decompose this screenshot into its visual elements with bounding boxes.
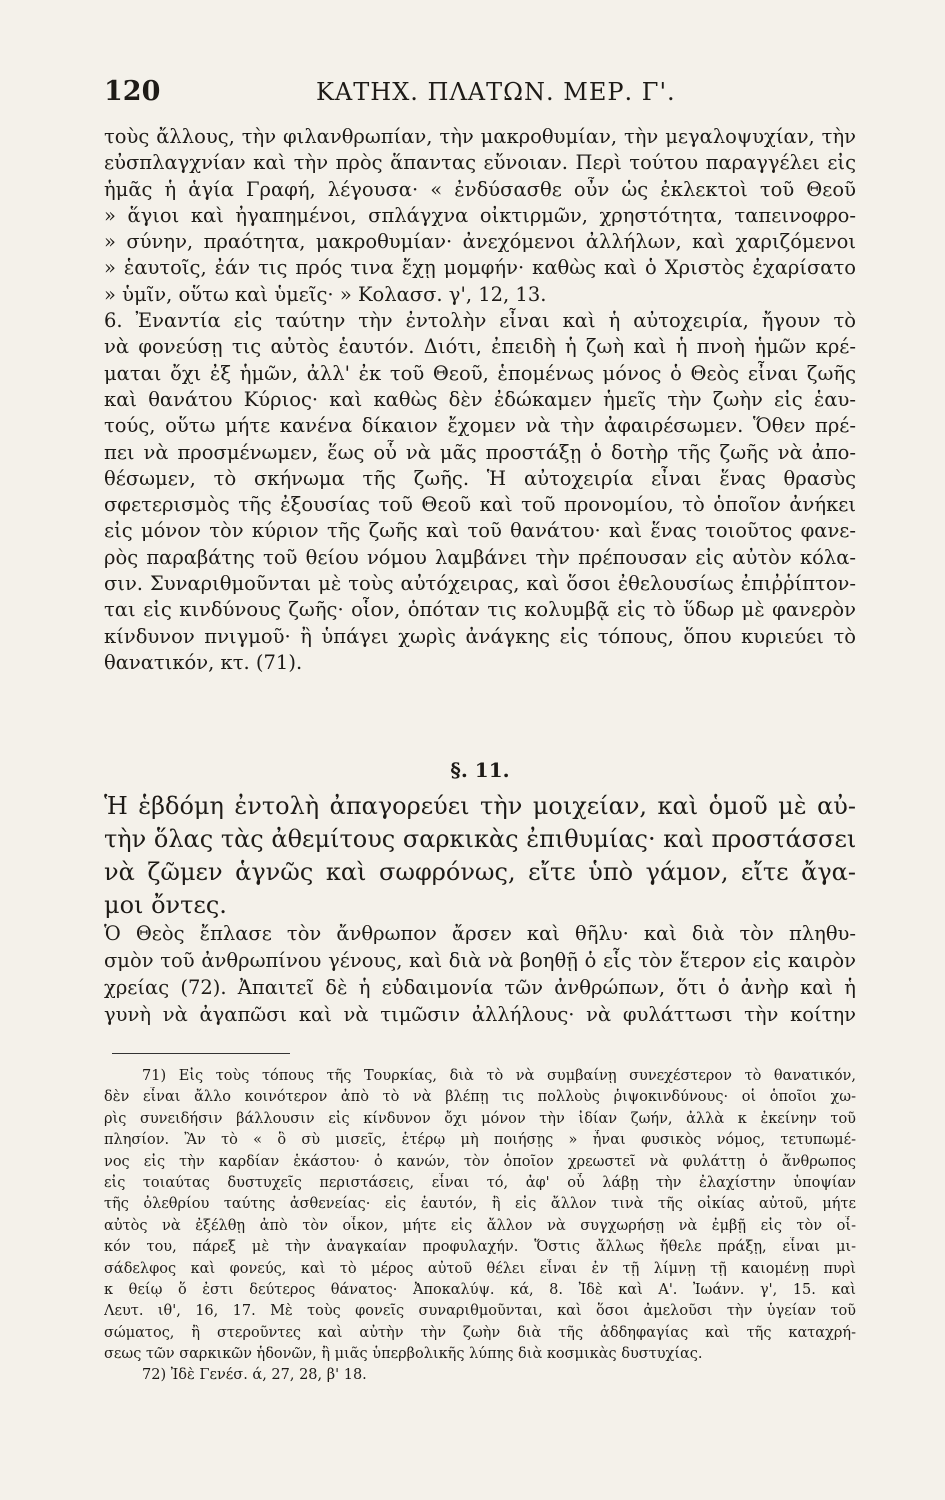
summary-line: νὰ ζῶμεν ἁγνῶς καὶ σωφρόνως, εἴτε ὑπὸ γάμον, εἴτε ἄγα- <box>104 858 856 886</box>
text-line: » ἅγιοι καὶ ἠγαπημένοι, σπλάγχνα οἰκτιρμῶν, χρηστότητα, ταπεινοφρο- <box>104 203 856 227</box>
text-line: σμὸν τοῦ ἀνθρωπίνου γένους, καὶ διὰ νὰ βοηθῇ ὁ εἷς τὸν ἕτερον εἰς καιρὸν <box>104 949 856 972</box>
text-line: σιν. Συναριθμοῦνται μὲ τοὺς αὐτόχειρας, καὶ ὅσοι ἐθελουσίως ἐπιῤῥίπτον- <box>104 572 856 596</box>
text-line: εὐσπλαγχνίαν καὶ τὴν πρὸς ἅπαντας εὔνοιαν. Περὶ τούτου παραγγέλει εἰς <box>104 151 856 175</box>
body-text <box>104 124 856 676</box>
body-text-continued <box>104 920 856 1028</box>
running-title: ΚΑΤΗΧ. ΠΛΑΤΩΝ. ΜΕΡ. Γ'. <box>316 78 676 106</box>
text-line: ἡμᾶς ἡ ἁγία Γραφή, λέγουσα· « ἐνδύσασθε οὖν ὡς ἐκλεκτοὶ τοῦ Θεοῦ <box>104 177 856 201</box>
text-line: τοὺς ἄλλους, τὴν φιλανθρωπίαν, τὴν μακροθυμίαν, τὴν μεγαλοψυχίαν, τὴν <box>104 125 856 148</box>
text-line: ρὸς παραβάτης τοῦ θείου νόμου λαμβάνει τὴν πρέπουσαν εἰς αὐτὸν κόλα- <box>104 545 856 569</box>
footnote-line: κ θείῳ ὅ ἐστι δεύτερος θάνατος· Ἀποκαλύψ. κά, 8. Ἰδὲ καὶ Α'. Ἰωάνν. γ', 15. καὶ <box>104 1281 856 1298</box>
text-line: θανατικόν, κτ. (71). <box>104 650 303 674</box>
summary-line: Ἡ ἑβδόμη ἐντολὴ ἀπαγορεύει τὴν μοιχείαν, καὶ ὁμοῦ μὲ αὐ- <box>104 792 856 820</box>
text-line: θέσωμεν, τὸ σκήνωμα τῆς ζωῆς. Ἡ αὐτοχειρία εἶναι ἕνας θρασὺς <box>104 466 856 490</box>
text-line: γυνὴ νὰ ἀγαπῶσι καὶ νὰ τιμῶσιν ἀλλήλους· νὰ φυλάττωσι τὴν κοίτην <box>104 1003 856 1026</box>
text-line: » σύνην, πραότητα, μακροθυμίαν· ἀνεχόμενοι ἀλλήλων, καὶ χαριζόμενοι <box>104 230 856 254</box>
footnote-line: δὲν εἶναι ἄλλο κοινότερον ἀπὸ τὸ νὰ βλέπῃ τις πολλοὺς ῥιψοκινδύνους· οἱ ὁποῖοι χω- <box>104 1089 856 1106</box>
commandment-summary <box>104 790 856 922</box>
footnote-line: σεως τῶν σαρκικῶν ἡδονῶν, ἢ μιᾶς ὑπερβολικῆς λύπης διὰ κοσμικὰς δυστυχίας. <box>104 1346 703 1363</box>
text-line: τούς, οὕτω μήτε κανένα δίκαιον ἔχομεν νὰ τὴν ἀφαιρέσωμεν. Ὅθεν πρέ- <box>104 414 856 438</box>
page-number: 120 <box>104 76 161 107</box>
text-line: Ὁ Θεὸς ἔπλασε τὸν ἄνθρωπον ἄρσεν καὶ θῆλυ· καὶ διὰ τὸν πληθυ- <box>104 922 856 945</box>
text-line: σφετερισμὸς τῆς ἐξουσίας τοῦ Θεοῦ καὶ τοῦ προνομίου, τὸ ὁποῖον ἀνήκει <box>104 493 856 517</box>
footnote-line: πλησίον. Ἂν τὸ « ὃ σὺ μισεῖς, ἑτέρῳ μὴ ποιήσῃς » ἦναι φυσικὸς νόμος, τετυπωμέ- <box>104 1132 856 1149</box>
footnote-line: 72) Ἰδὲ Γενέσ. ά, 27, 28, β' 18. <box>142 1367 367 1384</box>
footnote-line: Λευτ. ιθ', 16, 17. Μὲ τοὺς φονεῖς συναριθμοῦνται, καὶ ὅσοι ἀμελοῦσι τὴν ὑγείαν τοῦ <box>104 1303 856 1320</box>
footnotes <box>104 1066 856 1387</box>
footnote-line: κόν του, πάρεξ μὲ τὴν ἀναγκαίαν προφυλαχήν. Ὅστις ἄλλως ἤθελε πράξῃ, εἶναι μι- <box>104 1239 856 1256</box>
footnote-line: εἰς τοιαύτας δυστυχεῖς περιστάσεις, εἶναι τό, ἀφ' οὗ λάβῃ τὴν ἐλαχίστην ὑποψίαν <box>104 1174 856 1191</box>
summary-line: τὴν ὅλας τὰς ἀθεμίτους σαρκικὰς ἐπιθυμίας· καὶ προστάσσει <box>104 825 856 853</box>
footnote-line: σάδελφος καὶ φονεύς, καὶ τὸ μέρος αὐτοῦ θέλει εἶναι ἐν τῇ λίμνῃ τῇ καιομένῃ πυρὶ <box>104 1260 856 1277</box>
text-line: 6. Ἐναντία εἰς ταύτην τὴν ἐντολὴν εἶναι καὶ ἡ αὐτοχειρία, ἤγουν τὸ <box>104 309 856 333</box>
footnote-line: τῆς ὀλεθρίου ταύτης ἀσθενείας· εἰς ἑαυτόν, ἢ εἰς ἄλλον τινὰ τῆς οἰκίας αὐτοῦ, μήτε <box>104 1196 856 1213</box>
text-line: μαται ὄχι ἐξ ἡμῶν, ἀλλ' ἐκ τοῦ Θεοῦ, ἑπομένως μόνος ὁ Θεὸς εἶναι ζωῆς <box>104 361 856 385</box>
footnote-line: νος εἰς τὴν καρδίαν ἑκάστου· ὁ κανών, τὸν ὁποῖον χρεωστεῖ νὰ φυλάττῃ ὁ ἄνθρωπος <box>104 1153 856 1170</box>
text-line: νὰ φονεύσῃ τις αὐτὸς ἑαυτόν. Διότι, ἐπειδὴ ἡ ζωὴ καὶ ἡ πνοὴ ἡμῶν κρέ- <box>104 335 856 359</box>
text-line: » ἑαυτοῖς, ἐάν τις πρός τινα ἔχῃ μομφήν· καθὼς καὶ ὁ Χριστὸς ἐχαρίσατο <box>104 256 856 280</box>
page-header <box>104 76 856 116</box>
footnote-line: σώματος, ἢ στεροῦντες καὶ αὐτὴν τὴν ζωὴν διὰ τῆς ἀδδηφαγίας καὶ τῆς καταχρή- <box>104 1324 856 1341</box>
footnote-line: 71) Εἰς τοὺς τόπους τῆς Τουρκίας, διὰ τὸ νὰ συμβαίνῃ συνεχέστερον τὸ θανατικόν, <box>142 1068 856 1084</box>
footnote-line: αὐτὸς νὰ ἐξέλθῃ ἀπὸ τὸν οἶκον, μήτε εἰς ἄλλον νὰ συγχωρήσῃ νὰ ἐμβῇ εἰς τὸν οἶ- <box>104 1217 856 1234</box>
text-line: χρείας (72). Ἀπαιτεῖ δὲ ἡ εὐδαιμονία τῶν ἀνθρώπων, ὅτι ὁ ἀνὴρ καὶ ἡ <box>104 976 856 999</box>
section-heading: §. 11. <box>450 758 510 782</box>
text-line: ται εἰς κινδύνους ζωῆς· οἷον, ὁπόταν τις κολυμβᾷ εἰς τὸ ὕδωρ μὲ φανερὸν <box>104 598 856 622</box>
text-line: » ὑμῖν, οὕτω καὶ ὑμεῖς· » Κολασσ. γ', 12, 13. <box>104 282 547 306</box>
text-line: πει νὰ προσμένωμεν, ἕως οὗ νὰ μᾶς προστάξῃ ὁ δοτὴρ τῆς ζωῆς νὰ ἀπο- <box>104 440 856 464</box>
text-line: καὶ θανάτου Κύριος· καὶ καθὼς δὲν ἐδώκαμεν ἡμεῖς τὴν ζωὴν εἰς ἑαυ- <box>104 387 856 411</box>
summary-line: μοι ὄντες. <box>104 891 227 919</box>
text-line: κίνδυνον πνιγμοῦ· ἢ ὑπάγει χωρὶς ἀνάγκης εἰς τόπους, ὅπου κυριεύει τὸ <box>104 624 856 648</box>
footnote-divider <box>112 1053 290 1054</box>
text-line: εἰς μόνον τὸν κύριον τῆς ζωῆς καὶ τοῦ θανάτου· καὶ ἕνας τοιοῦτος φανε- <box>104 519 856 543</box>
footnote-line: ρὶς συνειδήσιν βάλλουσιν εἰς κίνδυνον ὄχι μόνον τὴν ἰδίαν ζωήν, ἀλλὰ κ ἐκείνην τοῦ <box>104 1110 856 1127</box>
